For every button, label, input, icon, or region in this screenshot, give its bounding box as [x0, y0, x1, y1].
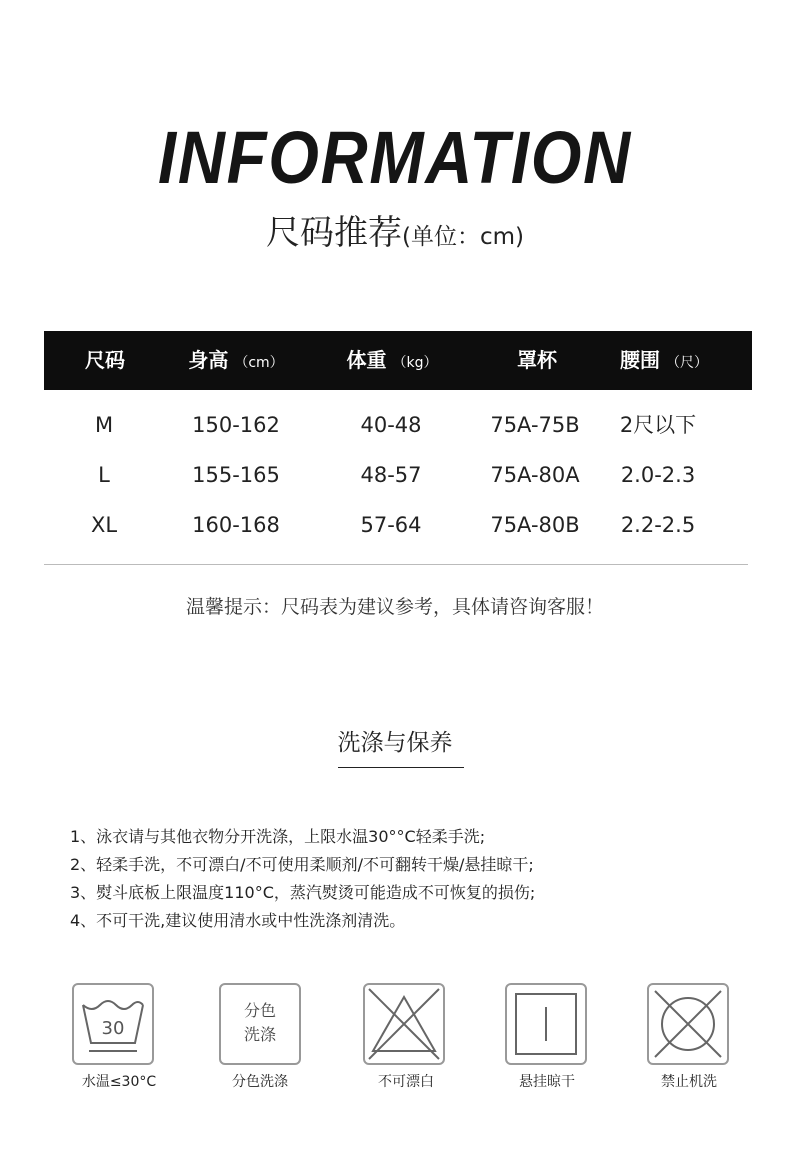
care-item: 4、不可干洗,建议使用清水或中性洗涤剂清洗。 — [70, 911, 406, 930]
column-header-size: 尺码 — [85, 348, 125, 372]
icon-label: 禁止机洗 — [661, 1074, 717, 1090]
table-cell: XL — [90, 513, 118, 537]
separate-wash-text: 分色 洗涤 — [243, 1001, 276, 1044]
subtitle-main: 尺码推荐 — [266, 213, 402, 253]
table-cell: 150-162 — [192, 413, 280, 437]
separate-wash-icon — [219, 983, 301, 1065]
table-cell: M — [94, 413, 114, 437]
hang-dry-icon — [505, 983, 587, 1065]
size-tip: 温馨提示：尺码表为建议参考，具体请咨询客服！ — [185, 596, 604, 618]
subtitle-unit: (单位：cm) — [402, 224, 524, 250]
icon-label: 悬挂晾干 — [519, 1074, 575, 1090]
table-cell: 2.2-2.5 — [620, 513, 696, 537]
table-cell: 2.0-2.3 — [620, 463, 696, 487]
care-item: 3、熨斗底板上限温度110°C，蒸汽熨烫可能造成不可恢复的损伤; — [70, 883, 536, 902]
table-row — [0, 405, 790, 445]
size-recommendation-title — [0, 208, 790, 262]
table-cell: 75A-80A — [490, 463, 580, 487]
column-header-waist: 腰围 （尺） — [620, 348, 708, 372]
column-header-cup: 罩杯 — [517, 348, 557, 372]
care-item: 1、泳衣请与其他衣物分开洗涤，上限水温30°°C轻柔手洗; — [70, 827, 486, 846]
wash-30-icon — [72, 983, 154, 1065]
care-section-title: 洗涤与保养 — [337, 730, 453, 756]
icon-label: 不可漂白 — [378, 1074, 434, 1090]
icon-label: 分色洗涤 — [232, 1074, 288, 1090]
table-row — [0, 505, 790, 545]
care-title-underline — [338, 767, 464, 768]
table-cell: 2尺以下 — [619, 413, 697, 437]
table-cell: 40-48 — [360, 413, 422, 437]
care-item: 2、轻柔手洗，不可漂白/不可使用柔顺剂/不可翻转干燥/悬挂晾干; — [70, 855, 534, 874]
care-instructions-list — [70, 823, 750, 935]
table-cell: L — [98, 463, 110, 487]
no-bleach-icon — [363, 983, 445, 1065]
no-machine-wash-icon — [647, 983, 729, 1065]
table-cell: 48-57 — [360, 463, 422, 487]
table-cell: 57-64 — [360, 513, 422, 537]
table-cell: 160-168 — [192, 513, 280, 537]
column-header-height: 身高 （cm） — [188, 348, 284, 372]
table-cell: 75A-80B — [490, 513, 580, 537]
table-divider — [44, 564, 748, 565]
table-cell: 75A-75B — [490, 413, 580, 437]
table-row — [0, 455, 790, 495]
column-header-weight: 体重 （kg） — [346, 348, 438, 372]
size-table-header — [44, 331, 752, 390]
page-title: INFORMATION — [158, 116, 632, 199]
table-cell: 155-165 — [192, 463, 280, 487]
icon-label: 水温≤30°C — [81, 1074, 157, 1090]
svg-text:30: 30 — [101, 1018, 125, 1039]
